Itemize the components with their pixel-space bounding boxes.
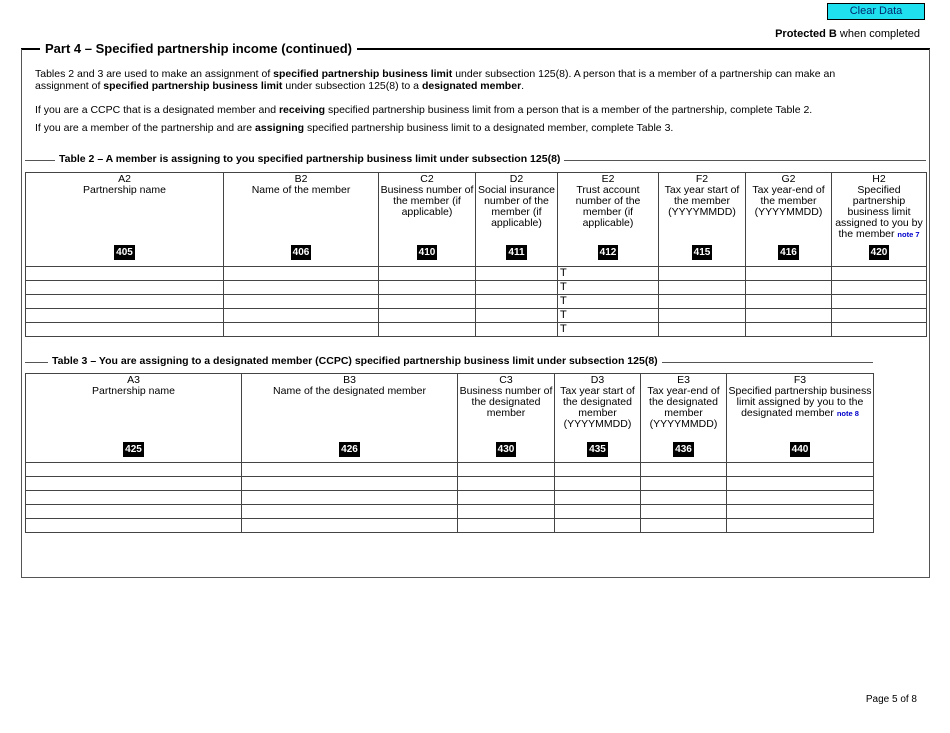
col-label: Tax year start of the designated member (YYYYMMDD) (560, 385, 635, 430)
table-row (26, 281, 927, 295)
input-b2[interactable] (224, 309, 379, 323)
input-e3[interactable] (641, 463, 727, 477)
input-a3[interactable] (26, 477, 242, 491)
table-row (26, 491, 874, 505)
intro-p1-text-3: . (521, 80, 525, 92)
col-letter: F3 (793, 374, 807, 386)
col-label: Specified partnership business limit assigned to you by the member (835, 184, 923, 240)
line-code: 405 (116, 247, 133, 258)
input-d3[interactable] (555, 491, 641, 505)
table-row (26, 267, 927, 281)
input-d3[interactable] (555, 463, 641, 477)
protected-rest-text: when completed (839, 28, 920, 40)
input-a2[interactable] (26, 295, 224, 309)
input-f3[interactable] (727, 491, 874, 505)
input-d2[interactable] (476, 323, 558, 337)
intro-p1-text-1: under subsection 125(8). A person that is a member of a partnership can make an assignment of (35, 68, 836, 92)
input-c3[interactable] (458, 519, 555, 533)
col-letter: E2 (601, 173, 615, 185)
input-g2[interactable] (746, 295, 832, 309)
col-label: Partnership name (92, 385, 175, 397)
line-code: 425 (125, 444, 142, 455)
col-letter: B3 (343, 374, 356, 386)
input-c2[interactable] (379, 295, 476, 309)
input-f2[interactable] (659, 295, 746, 309)
input-e3[interactable] (641, 519, 727, 533)
line-code: 426 (341, 444, 358, 455)
col-letter: A2 (118, 173, 131, 185)
intro-p1-bold-2: designated member (421, 80, 522, 92)
input-e2[interactable]: T (558, 295, 659, 309)
input-b2[interactable] (224, 295, 379, 309)
line-code: 436 (675, 444, 692, 455)
table3-col-a3 (26, 374, 242, 463)
input-f3[interactable] (727, 505, 874, 519)
col-label: Business number of the designated member (459, 385, 553, 419)
line-code: 410 (418, 247, 436, 258)
col-label-wrap (727, 386, 873, 442)
input-e3[interactable] (641, 477, 727, 491)
input-e2[interactable]: T (558, 267, 659, 281)
part-title: Part 4 – Specified partnership income (continued) (40, 41, 357, 56)
table3-col-d3 (555, 374, 641, 463)
input-e2[interactable]: T (558, 309, 659, 323)
intro-p2-bold: receiving (278, 104, 326, 116)
table-row (26, 519, 874, 533)
input-b3[interactable] (242, 477, 458, 491)
intro-paragraph-2 (35, 104, 865, 116)
input-a3[interactable] (26, 505, 242, 519)
input-a3[interactable] (26, 463, 242, 477)
table3-col-f3 (727, 374, 874, 463)
table-2 (25, 172, 927, 337)
input-h2[interactable] (832, 281, 927, 295)
input-g2[interactable] (746, 281, 832, 295)
table3-header-row (26, 374, 874, 463)
input-d2[interactable] (476, 281, 558, 295)
table3-col-e3 (641, 374, 727, 463)
input-f3[interactable] (727, 477, 874, 491)
input-h2[interactable] (832, 295, 927, 309)
input-c3[interactable] (458, 463, 555, 477)
col-letter: B2 (294, 173, 308, 185)
input-f2[interactable] (659, 267, 746, 281)
col-letter: C3 (499, 374, 513, 386)
input-c2[interactable] (379, 323, 476, 337)
table2-col-e2 (558, 173, 659, 267)
input-e2[interactable]: T (558, 281, 659, 295)
input-b3[interactable] (242, 491, 458, 505)
input-d2[interactable] (476, 267, 558, 281)
table2-col-b2 (224, 173, 379, 267)
table-row (26, 323, 927, 337)
intro-p3-text-0: If you are a member of the partnership and are (35, 122, 256, 134)
line-code: 415 (693, 247, 711, 258)
table-row (26, 477, 874, 491)
col-label: Partnership name (83, 184, 166, 196)
intro-p1-bold-0: specified partnership business limit (273, 68, 453, 80)
line-code: 430 (497, 444, 515, 455)
input-h2[interactable] (832, 267, 927, 281)
input-a3[interactable] (26, 491, 242, 505)
intro-paragraph-1 (35, 68, 865, 92)
col-label: Tax year-end of the member (YYYYMMDD) (752, 184, 825, 218)
table3-body (26, 463, 874, 533)
line-code: 411 (508, 247, 525, 258)
input-d3[interactable] (555, 477, 641, 491)
line-code: 440 (791, 444, 809, 455)
table2-col-c2 (379, 173, 476, 267)
col-letter: G2 (781, 173, 796, 185)
col-label: Specified partnership business limit assigned by you to the designated member (728, 385, 872, 419)
col-letter: H2 (872, 173, 886, 185)
line-code: 406 (292, 247, 310, 258)
input-a3[interactable] (26, 519, 242, 533)
input-h2[interactable] (832, 323, 927, 337)
col-letter: D3 (590, 374, 605, 386)
intro-p1-text-0: Tables 2 and 3 are used to make an assignment of (35, 68, 274, 80)
note-8-link[interactable]: note 8 (836, 409, 859, 418)
input-g2[interactable] (746, 323, 832, 337)
intro-p2-text-1: specified partnership business limit from a person that is a member of the partnership, complete Table 2. (325, 104, 813, 116)
page-number: Page 5 of 8 (865, 694, 917, 705)
intro-p2-text-0: If you are a CCPC that is a designated member and (35, 104, 279, 116)
table-row (26, 505, 874, 519)
input-f3[interactable] (727, 519, 874, 533)
col-label: Tax year start of the member (YYYYMMDD) (664, 184, 740, 218)
input-b3[interactable] (242, 519, 458, 533)
intro-p3-bold: assigning (255, 122, 305, 134)
table2-col-f2 (659, 173, 746, 267)
intro-p1-bold-1: specified partnership business limit (103, 80, 283, 92)
input-f2[interactable] (659, 281, 746, 295)
input-a2[interactable] (26, 267, 224, 281)
input-d2[interactable] (476, 309, 558, 323)
input-c2[interactable] (379, 309, 476, 323)
line-code: 416 (780, 247, 797, 258)
input-d2[interactable] (476, 295, 558, 309)
intro-p3-text-1: specified partnership business limit to a designated member, complete Table 3. (304, 122, 674, 134)
clear-data-button[interactable]: Clear Data (827, 3, 925, 20)
input-c2[interactable] (379, 281, 476, 295)
table3-title: Table 3 – You are assigning to a designated member (CCPC) specified partnership business limit under subsection 125(8) (48, 355, 662, 367)
input-e3[interactable] (641, 491, 727, 505)
input-b2[interactable] (224, 323, 379, 337)
input-d3[interactable] (555, 505, 641, 519)
col-letter: A3 (127, 374, 140, 386)
input-e3[interactable] (641, 505, 727, 519)
input-c3[interactable] (458, 491, 555, 505)
input-c3[interactable] (458, 505, 555, 519)
col-label: Name of the designated member (273, 385, 426, 397)
col-label: Name of the member (251, 184, 351, 196)
input-b2[interactable] (224, 267, 379, 281)
input-d3[interactable] (555, 519, 641, 533)
col-letter: E3 (677, 374, 690, 386)
line-code: 435 (589, 444, 606, 455)
note-7-link[interactable]: note 7 (897, 230, 920, 239)
input-b3[interactable] (242, 463, 458, 477)
col-letter: D2 (509, 173, 524, 185)
table2-col-g2 (746, 173, 832, 267)
input-c2[interactable] (379, 267, 476, 281)
col-label-wrap (832, 185, 926, 245)
table-row (26, 463, 874, 477)
input-f2[interactable] (659, 323, 746, 337)
table2-col-d2 (476, 173, 558, 267)
input-h2[interactable] (832, 309, 927, 323)
table-row (26, 295, 927, 309)
table3-col-c3 (458, 374, 555, 463)
col-label: Business number of the member (if applicable) (380, 184, 474, 218)
table-3 (25, 373, 874, 533)
col-letter: C2 (420, 173, 434, 185)
table-row (26, 309, 927, 323)
intro-paragraph-3 (35, 122, 865, 134)
col-label: Social insurance number of the member (if applicable) (477, 184, 556, 229)
line-code: 412 (599, 247, 617, 258)
table3-col-b3 (242, 374, 458, 463)
input-a2[interactable] (26, 323, 224, 337)
input-b3[interactable] (242, 505, 458, 519)
table2-title: Table 2 – A member is assigning to you specified partnership business limit under subsection 125(8) (55, 153, 564, 165)
input-a2[interactable] (26, 281, 224, 295)
input-g2[interactable] (746, 309, 832, 323)
line-code: 420 (870, 247, 888, 258)
col-letter: F2 (695, 173, 709, 185)
input-a2[interactable] (26, 309, 224, 323)
table2-body (26, 267, 927, 337)
col-label: Tax year-end of the designated member (YYYYMMDD) (647, 385, 720, 430)
protected-label (775, 28, 920, 40)
col-label: Trust account number of the member (if applicable) (575, 184, 641, 229)
input-e2[interactable]: T (558, 323, 659, 337)
table2-col-h2 (832, 173, 927, 267)
intro-p1-text-2: under subsection 125(8) to a (282, 80, 422, 92)
table2-header-row (26, 173, 927, 267)
input-c3[interactable] (458, 477, 555, 491)
input-b2[interactable] (224, 281, 379, 295)
input-g2[interactable] (746, 267, 832, 281)
input-f3[interactable] (727, 463, 874, 477)
protected-b-text: Protected B (775, 28, 837, 40)
table2-col-a2 (26, 173, 224, 267)
input-f2[interactable] (659, 309, 746, 323)
